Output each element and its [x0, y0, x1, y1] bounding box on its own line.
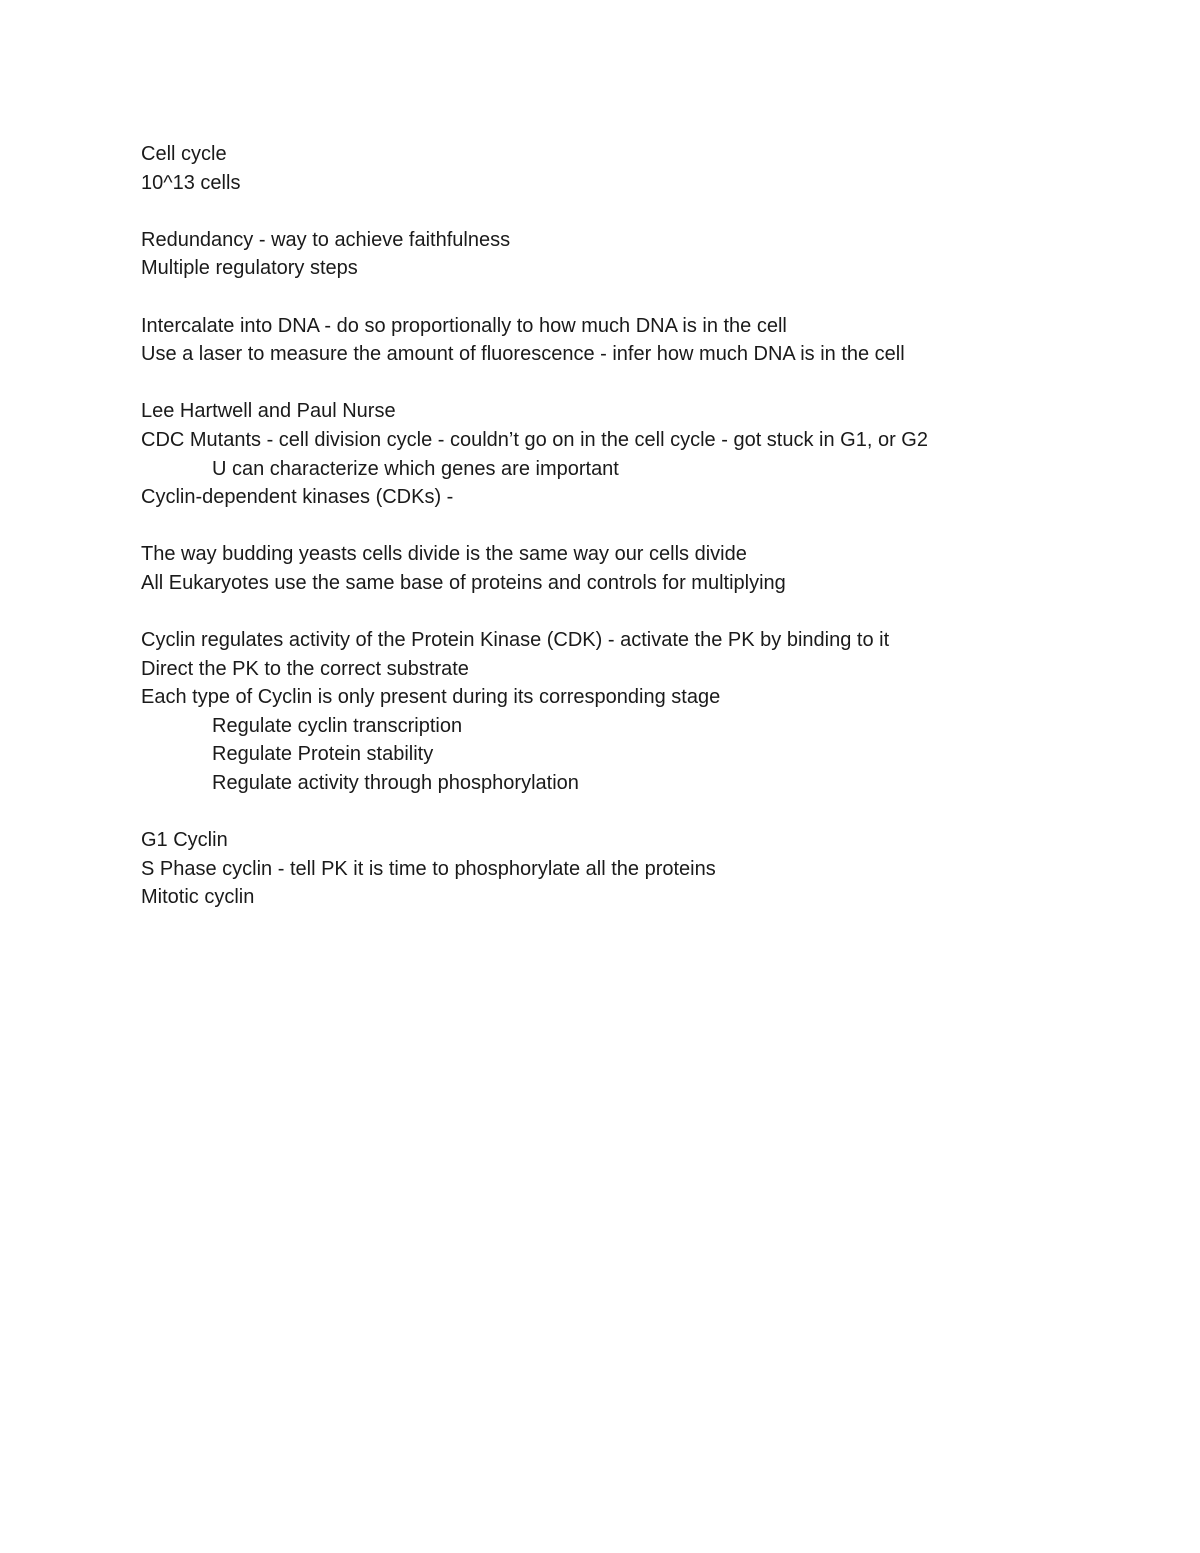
- note-line: All Eukaryotes use the same base of proteins and controls for multiplying: [141, 571, 786, 594]
- note-line: Each type of Cyclin is only present during its corresponding stage: [141, 686, 721, 709]
- note-line: CDC Mutants - cell division cycle - couldn’t go on in the cell cycle - got stuck in G1, or G2: [141, 428, 928, 451]
- note-line-indented: U can characterize which genes are important: [212, 457, 619, 480]
- note-line-indented: Regulate Protein stability: [212, 743, 434, 766]
- blank-line: [141, 283, 1141, 312]
- note-line: Use a laser to measure the amount of fluorescence - infer how much DNA is in the cell: [141, 343, 905, 366]
- note-line: S Phase cyclin - tell PK it is time to phosphorylate all the proteins: [141, 857, 716, 880]
- note-line: Multiple regulatory steps: [141, 257, 358, 280]
- note-line: Intercalate into DNA - do so proportionally to how much DNA is in the cell: [141, 314, 787, 337]
- blank-line: [141, 197, 1141, 226]
- note-line: The way budding yeasts cells divide is the same way our cells divide: [141, 543, 747, 566]
- notes-body: [141, 140, 1141, 912]
- blank-line: [141, 369, 1141, 398]
- note-line-indented: Regulate cyclin transcription: [212, 714, 463, 737]
- note-line: 10^13 cells: [141, 171, 241, 194]
- note-line: Redundancy - way to achieve faithfulness: [141, 228, 511, 251]
- note-line: Direct the PK to the correct substrate: [141, 657, 469, 680]
- note-line: Cyclin-dependent kinases (CDKs) -: [141, 486, 454, 509]
- blank-line: [141, 512, 1141, 541]
- blank-line: [141, 798, 1141, 827]
- note-line: Mitotic cyclin: [141, 886, 255, 909]
- note-line: Lee Hartwell and Paul Nurse: [141, 400, 396, 423]
- note-line: Cyclin regulates activity of the Protein Kinase (CDK) - activate the PK by binding to it: [141, 629, 890, 652]
- note-line: G1 Cyclin: [141, 829, 228, 852]
- note-line: Cell cycle: [141, 143, 227, 165]
- note-line-indented: Regulate activity through phosphorylation: [212, 772, 579, 795]
- blank-line: [141, 598, 1141, 627]
